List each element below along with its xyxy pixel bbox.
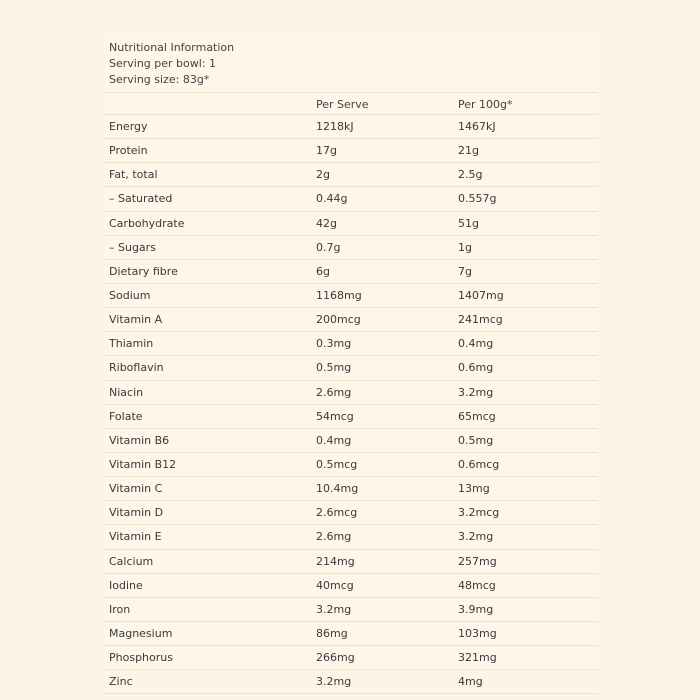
serving-per-bowl: Serving per bowl: 1 xyxy=(109,57,217,70)
per-serve-value: 0.4mg xyxy=(316,433,352,447)
nutrient-name: Vitamin E xyxy=(109,530,162,544)
per-serve-value: 3.2mg xyxy=(316,602,352,616)
table-row xyxy=(104,452,598,476)
per-100g-value: 13mg xyxy=(458,482,490,496)
nutrient-name: Vitamin A xyxy=(109,313,163,327)
nutrient-name: Fat, total xyxy=(109,168,158,182)
table-row xyxy=(104,186,598,210)
table-row xyxy=(104,645,598,669)
nutrition-table xyxy=(104,114,598,694)
per-serve-value: 0.5mcg xyxy=(316,457,358,471)
nutrient-name: Carbohydrate xyxy=(109,216,185,230)
per-serve-value: 54mcg xyxy=(316,409,354,423)
nutrition-title: Nutritional Information xyxy=(109,41,235,54)
per-100g-value: 65mcg xyxy=(458,409,496,423)
per-100g-value: 3.9mg xyxy=(458,602,494,616)
nutrient-name: Magnesium xyxy=(109,626,173,640)
nutrient-name: Vitamin D xyxy=(109,506,164,520)
per-100g-value: 7g xyxy=(458,264,472,278)
nutrient-name: – Saturated xyxy=(109,192,173,206)
per-serve-value: 214mg xyxy=(316,554,355,568)
nutrient-name: Calcium xyxy=(109,554,154,568)
per-100g-value: 2.5g xyxy=(458,168,483,182)
per-100g-value: 48mcg xyxy=(458,578,496,592)
per-100g-value: 3.2mcg xyxy=(458,506,500,520)
table-row xyxy=(104,476,598,500)
table-row xyxy=(104,114,598,138)
nutrient-name: Thiamin xyxy=(109,337,154,351)
table-row xyxy=(104,307,598,331)
nutrient-name: Sodium xyxy=(109,288,151,302)
nutrient-name: – Sugars xyxy=(109,240,156,254)
per-100g-value: 21g xyxy=(458,144,479,158)
nutrient-name: Folate xyxy=(109,409,143,423)
per-100g-value: 1g xyxy=(458,240,472,254)
per-100g-value: 51g xyxy=(458,216,479,230)
per-serve-value: 1168mg xyxy=(316,288,362,302)
nutrient-name: Riboflavin xyxy=(109,361,164,375)
per-serve-value: 42g xyxy=(316,216,337,230)
per-serve-value: 86mg xyxy=(316,626,348,640)
per-serve-value: 0.7g xyxy=(316,240,341,254)
per-serve-value: 0.5mg xyxy=(316,361,352,375)
per-serve-value: 0.44g xyxy=(316,192,348,206)
table-row xyxy=(104,138,598,162)
per-serve-value: 1218kJ xyxy=(316,120,354,133)
per-100g-value: 3.2mg xyxy=(458,385,494,399)
nutrient-name: Energy xyxy=(109,120,148,133)
table-row xyxy=(104,404,598,428)
nutrient-name: Vitamin C xyxy=(109,482,163,496)
per-serve-value: 40mcg xyxy=(316,578,354,592)
per-serve-value: 3.2mg xyxy=(316,675,352,689)
nutrient-name: Zinc xyxy=(109,675,133,689)
nutrient-name: Vitamin B6 xyxy=(109,433,170,447)
table-row xyxy=(104,211,598,235)
nutrient-name: Protein xyxy=(109,144,148,158)
per-100g-value: 103mg xyxy=(458,626,497,640)
table-row xyxy=(104,500,598,524)
table-row xyxy=(104,162,598,186)
per-serve-value: 17g xyxy=(316,144,337,158)
table-row xyxy=(104,355,598,379)
per-100g-value: 3.2mg xyxy=(458,530,494,544)
per-100g-value: 0.6mcg xyxy=(458,457,500,471)
per-100g-value: 4mg xyxy=(458,675,483,689)
table-row xyxy=(104,573,598,597)
per-100g-value: 257mg xyxy=(458,554,497,568)
table-row xyxy=(104,331,598,355)
table-row xyxy=(104,597,598,621)
nutrition-panel xyxy=(104,34,598,689)
per-100g-value: 0.6mg xyxy=(458,361,494,375)
per-serve-value: 10.4mg xyxy=(316,482,359,496)
table-row xyxy=(104,235,598,259)
per-serve-value: 2g xyxy=(316,168,330,182)
per-100g-value: 1407mg xyxy=(458,288,504,302)
table-row xyxy=(104,621,598,645)
per-100g-value: 0.557g xyxy=(458,192,497,206)
nutrient-name: Phosphorus xyxy=(109,651,173,665)
table-row xyxy=(104,428,598,452)
per-serve-value: 6g xyxy=(316,264,330,278)
column-headers xyxy=(104,92,598,115)
per-serve-value: 0.3mg xyxy=(316,337,352,351)
table-row xyxy=(104,380,598,404)
nutrient-name: Iron xyxy=(109,602,131,616)
table-row xyxy=(104,259,598,283)
per-serve-value: 200mcg xyxy=(316,313,361,327)
nutrient-name: Dietary fibre xyxy=(109,264,178,278)
per-serve-value: 2.6mg xyxy=(316,385,352,399)
nutrition-header xyxy=(109,40,234,88)
table-row xyxy=(104,669,598,694)
per-100g-value: 241mcg xyxy=(458,313,503,327)
per-100g-value: 321mg xyxy=(458,651,497,665)
per-serve-value: 2.6mg xyxy=(316,530,352,544)
nutrient-name: Iodine xyxy=(109,578,143,592)
table-row xyxy=(104,549,598,573)
per-100g-value: 0.5mg xyxy=(458,433,494,447)
nutrient-name: Vitamin B12 xyxy=(109,457,177,471)
table-row xyxy=(104,524,598,548)
per-100g-value: 0.4mg xyxy=(458,337,494,351)
column-header-per-100g: Per 100g* xyxy=(458,98,513,111)
serving-size: Serving size: 83g* xyxy=(109,73,210,86)
table-row xyxy=(104,283,598,307)
per-serve-value: 2.6mcg xyxy=(316,506,358,520)
per-100g-value: 1467kJ xyxy=(458,120,496,133)
column-header-per-serve: Per Serve xyxy=(316,98,369,111)
nutrient-name: Niacin xyxy=(109,385,144,399)
per-serve-value: 266mg xyxy=(316,651,355,665)
